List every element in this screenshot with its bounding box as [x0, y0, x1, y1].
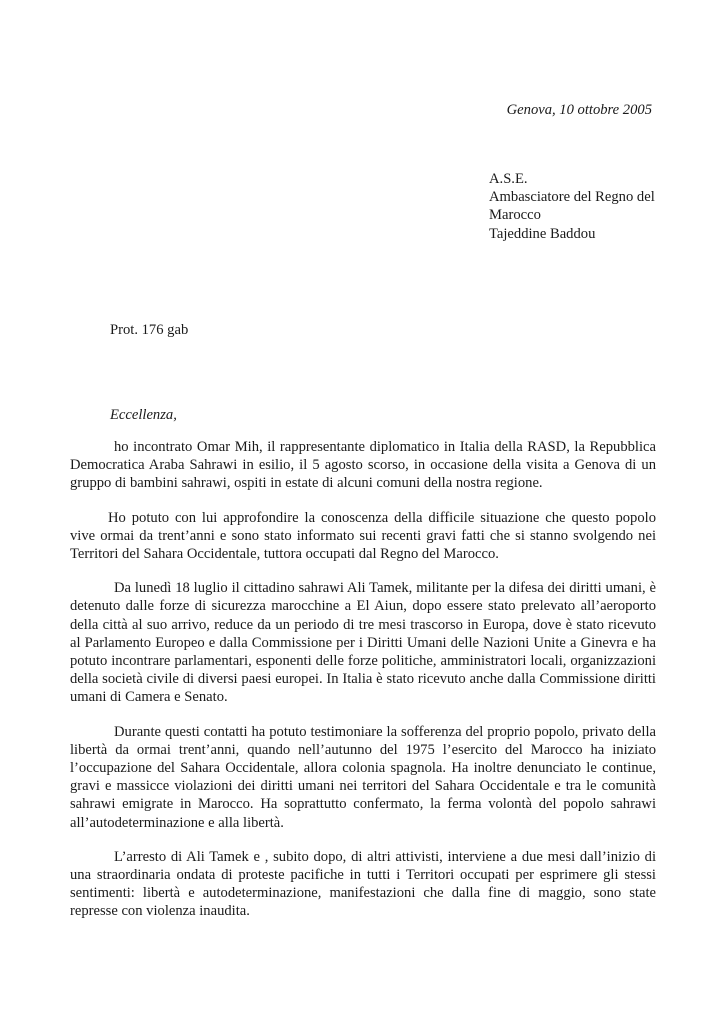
letter-date: Genova, 10 ottobre 2005 — [506, 102, 652, 118]
protocol-number: Prot. 176 gab — [110, 322, 189, 338]
recipient-line: Tajeddine Baddou — [489, 225, 596, 242]
body-paragraph: Da lunedì 18 luglio il cittadino sahrawi Ali Tamek, militante per la difesa dei diritti umani, è detenuto dalle forze di sicurezza marocchine a El Aiun, dopo essere stato prelevato all’aeroporto della città al suo arrivo, reduce da un periodo di tre mesi trascorso in Europa, dove è stato ricevuto al Parlamento Europeo e dalla Commissione per i Diritti Umani delle Nazioni Unite a Ginevra e ha potuto incontrare parlamentari, esponenti delle forze politiche, amministratori locali, organizzazioni della società civile di diversi paesi europei. In Italia è stato ricevuto anche dalla Commissione diritti umani di Camera e Senato. — [70, 580, 656, 706]
letter-body — [70, 438, 656, 937]
recipient-block — [489, 170, 689, 243]
body-paragraph: Ho potuto con lui approfondire la conoscenza della difficile situazione che questo popolo vive ormai da trent’anni e sono stato informato sui recenti gravi fatti che si stanno svolgendo nei Territori del Sahara Occidentale, tuttora occupati dal Regno del Marocco. — [70, 509, 656, 563]
body-paragraph: ho incontrato Omar Mih, il rappresentante diplomatico in Italia della RASD, la Repubblica Democratica Araba Sahrawi in esilio, il 5 agosto scorso, in occasione della visita a Genova di un gruppo di bambini sahrawi, ospiti in estate di alcuni comuni della nostra regione. — [70, 439, 656, 492]
body-paragraph: Durante questi contatti ha potuto testimoniare la sofferenza del proprio popolo, privato della libertà da ormai trent’anni, quando nell’autunno del 1975 l’esercito del Marocco ha iniziato l’occupazione del Sahara Occidentale, allora colonia spagnola. Ha inoltre denunciato le continue, gravi e massicce violazioni dei diritti umani nei territori del Sahara Occidentale e tra le comunità sahrawi emigrate in Marocco. Ha soprattutto confermato, la ferma volontà del popolo sahrawi all’autodeterminazione e alla libertà. — [70, 723, 656, 831]
recipient-line: Ambasciatore del Regno del — [489, 189, 655, 206]
body-paragraph: L’arresto di Ali Tamek e , subito dopo, di altri attivisti, interviene a due mesi dall’inizio di una straordinaria ondata di proteste pacifiche in tutti i Territori occupati per esprimere gli stessi sentimenti: libertà e autodeterminazione, manifestazioni che dalla fine di maggio, sono state represse con violenza inaudita. — [70, 848, 656, 920]
salutation: Eccellenza, — [110, 407, 177, 423]
recipient-line: Marocco — [489, 207, 541, 224]
recipient-line: A.S.E. — [489, 171, 528, 187]
